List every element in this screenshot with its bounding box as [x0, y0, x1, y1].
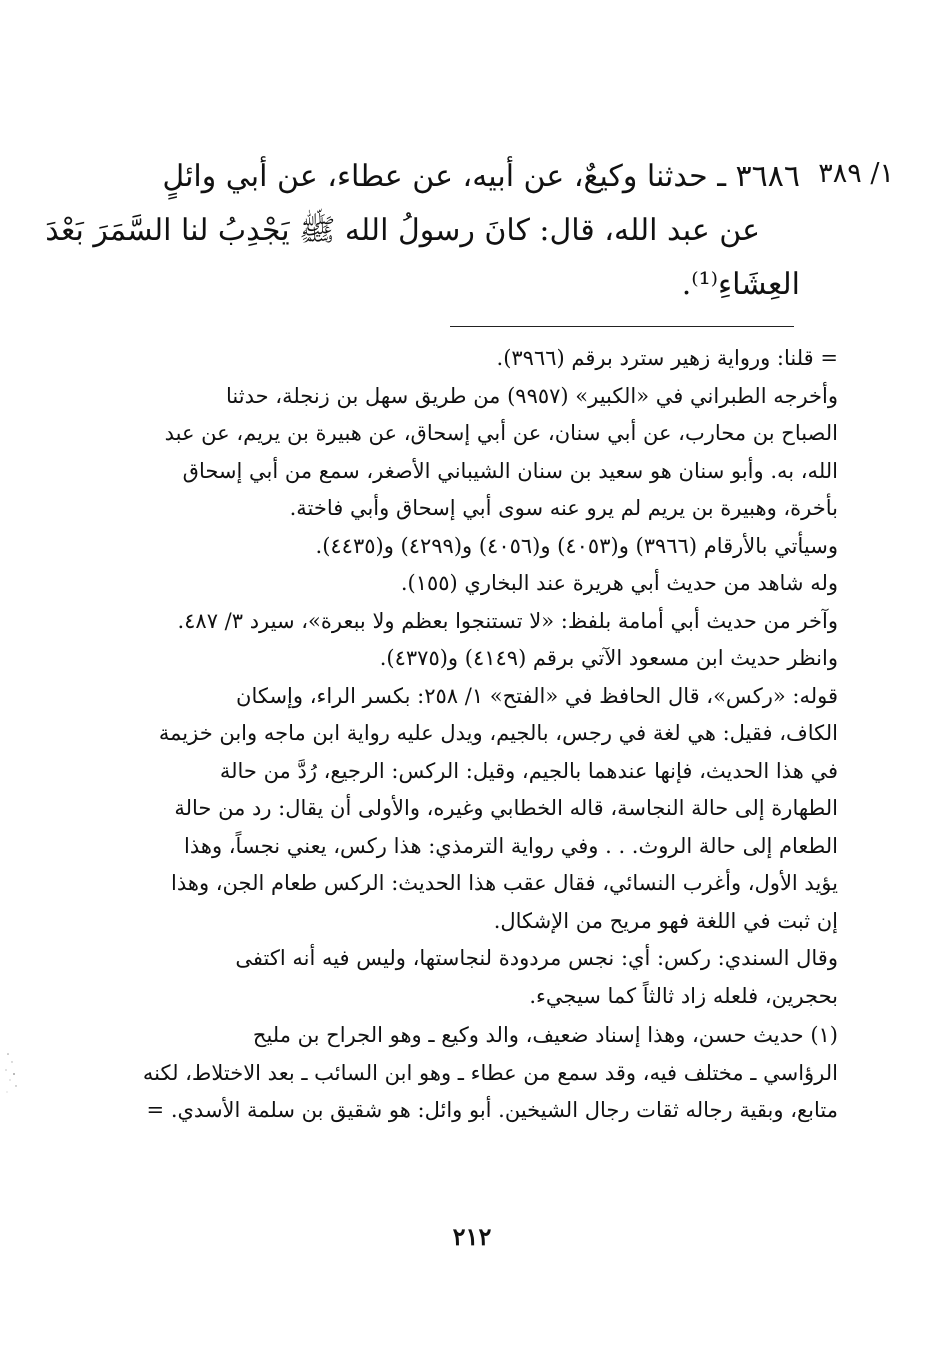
footnote-line: وانظر حديث ابن مسعود الآتي برقم (٤١٤٩) و(٤٣٧٥). — [379, 646, 838, 670]
footnote-line: إن ثبت في اللغة فهو مريح من الإشكال. — [493, 908, 838, 933]
footnote-line: وقال السندي: ركس: أي: نجس مردودة لنجاستها، وليس فيه أنه اكتفى — [235, 946, 838, 970]
hadith-text — [45, 150, 800, 312]
hadith-line: العِشَاءِ⁽¹⁾. — [681, 267, 800, 302]
reference-number: ١/ ٣٨٩ — [818, 158, 894, 189]
footnote-line: وسيأتي بالأرقام (٣٩٦٦) و(٤٠٥٣) و(٤٠٥٦) و(٤٢٩٩) و(٤٤٣٥). — [315, 533, 838, 558]
footnote-line: الكاف، فقيل: هي لغة في رجس، بالجيم، ويدل عليه رواية ابن ماجه وابن خزيمة — [158, 721, 838, 745]
footnote-line: بحجرين، فلعله زاد ثالثاً كما سيجيء. — [529, 983, 838, 1008]
footnote-line: وأخرجه الطبراني في «الكبير» (٩٩٥٧) من طريق سهل بن زنجلة، حدثنا — [226, 383, 838, 408]
footnote-line: = قلنا: ورواية زهير سترد برقم (٣٩٦٦). — [496, 346, 838, 370]
footnote-line: قوله: «ركس»، قال الحافظ في «الفتح» ١/ ٢٥٨: بكسر الراء، وإسكان — [236, 683, 838, 708]
footnote-line: متابع، وبقية رجاله ثقات رجال الشيخين. أبو وائل: هو شقيق بن سلمة الأسدي. = — [146, 1098, 838, 1122]
footnote-line: الصباح بن محارب، عن أبي سنان، عن أبي إسحاق، عن هبيرة بن يريم، عن عبد — [164, 421, 838, 445]
footnote-divider — [450, 326, 794, 327]
footnote-line: وآخر من حديث أبي أمامة بلفظ: «لا تستنجوا بعظم ولا ببعرة»، سيرد ٣/ ٤٨٧. — [177, 608, 838, 633]
footnotes — [138, 340, 838, 1130]
hadith-line: ٣٦٨٦ ـ حدثنا وكيعٌ، عن أبيه، عن عطاء، عن أبي وائلٍ — [162, 159, 800, 194]
footnote-line: في هذا الحديث، فإنها عندهما بالجيم، وقيل: الركس: الرجيع، رُدَّ من حالة — [219, 758, 838, 783]
footnote-line: بأخرة، وهبيرة بن يريم لم يرو عنه سوى أبي إسحاق وأبي فاختة. — [289, 496, 838, 520]
scan-speckles — [2, 1050, 32, 1100]
footnote-line: يؤيد الأول، وأغرب النسائي، فقال عقب هذا الحديث: الركس طعام الجن، وهذا — [171, 871, 838, 895]
page-number: ٢١٢ — [452, 1222, 492, 1251]
footnote-line: الطهارة إلى حالة النجاسة، قاله الخطابي وغيره، والأولى أن يقال: رد من حالة — [174, 796, 838, 820]
footnote-line: الطعام إلى حالة الروث. . . وفي رواية الترمذي: هذا ركس، يعني نجساً، وهذا — [184, 833, 838, 858]
footnote-line: وله شاهد من حديث أبي هريرة عند البخاري (١٥٥). — [400, 571, 838, 595]
footnote-line: (١) حديث حسن، وهذا إسناد ضعيف، والد وكيع ـ وهو الجراح بن مليح — [252, 1023, 838, 1047]
footnote-line: الله، به. وأبو سنان هو سعيد بن سنان الشيباني الأصغر، سمع من أبي إسحاق — [182, 458, 838, 483]
footnote-line: الرؤاسي ـ مختلف فيه، وقد سمع من عطاء ـ وهو ابن السائب ـ بعد الاختلاط، لكنه — [142, 1060, 838, 1085]
hadith-line: عن عبد الله، قال: كانَ رسولُ الله ﷺ يَجْدِبُ لنا السَّمَرَ بَعْدَ — [45, 213, 760, 248]
